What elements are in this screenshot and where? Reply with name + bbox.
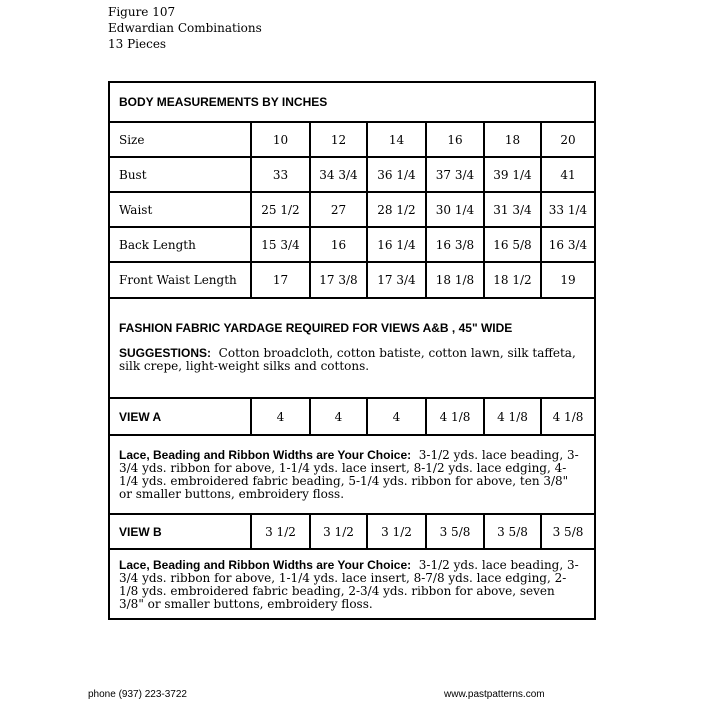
- table-cell: 15 3/4: [261, 237, 300, 252]
- table-cell: 16: [330, 237, 347, 252]
- table-cell: 3 1/2: [265, 524, 296, 539]
- table-cell: 17 3/4: [377, 273, 416, 287]
- divider: [110, 434, 594, 436]
- suggestions-text: Cotton broadcloth, cotton batiste, cotton lawn, silk taffeta, silk crepe, light-weight silks and cottons.: [119, 346, 576, 373]
- view-b-notes-text: 3-1/2 yds. lace beading, 3-3/4 yds. ribbon for above, 1-1/4 yds. lace insert, 8-7/8 yds. lace edging, 2-1/8 yds. embroidered fabric beading, 2-3/4 yds. ribbon for above, seven 3/8" or smaller buttons, embroidery floss.: [119, 558, 579, 611]
- table-cell: 37 3/4: [435, 167, 475, 182]
- table-cell: 18: [504, 132, 521, 147]
- row-label-waist: Waist: [119, 202, 153, 217]
- table-cell: 25 1/2: [261, 202, 300, 217]
- table-cell: 4: [392, 409, 401, 424]
- table-cell: 20: [560, 132, 576, 147]
- table-cell: 33: [272, 167, 289, 182]
- row-label-front-waist-length: Front Waist Length: [119, 273, 237, 287]
- page-header: [108, 4, 262, 52]
- pattern-title: Edwardian Combinations: [108, 21, 262, 35]
- table-cell: 3 5/8: [497, 524, 528, 539]
- view-a-notes-text: 3-1/2 yds. lace beading, 3-3/4 yds. ribbon for above, 1-1/4 yds. lace insert, 8-1/2 yds. lace edging, 4-1/4 yds. embroidered fabric beading, 5-1/4 yds. ribbon for above, ten 3/8" or smaller buttons, embroidery floss.: [119, 448, 579, 501]
- table-cell: 4: [276, 409, 285, 424]
- table-cell: 16 3/8: [435, 237, 475, 252]
- view-a-notes: [119, 449, 580, 501]
- view-b-notes-label: Lace, Beading and Ribbon Widths are Your Choice:: [119, 558, 412, 572]
- view-b-label: VIEW B: [119, 524, 162, 539]
- table-cell: 17: [272, 273, 289, 287]
- table-cell: 3 5/8: [439, 524, 471, 539]
- figure-number: Figure 107: [108, 5, 176, 19]
- body-measurements-title: BODY MEASUREMENTS BY INCHES: [119, 95, 328, 109]
- table-cell: 18 1/2: [493, 273, 532, 287]
- table-cell: 34 3/4: [319, 167, 358, 182]
- table-cell: 16: [447, 132, 463, 147]
- table-cell: 18 1/8: [435, 273, 475, 287]
- table-cell: 31 3/4: [493, 202, 532, 217]
- table-cell: 41: [560, 167, 576, 182]
- divider: [110, 548, 594, 550]
- footer-website[interactable]: www.pastpatterns.com: [444, 689, 545, 700]
- table-cell: 10: [272, 132, 289, 147]
- table-cell: 16 1/4: [377, 237, 416, 252]
- table-cell: 3 1/2: [381, 524, 412, 539]
- row-label-size: Size: [119, 132, 145, 147]
- table-cell: 28 1/2: [377, 202, 416, 217]
- divider: [110, 297, 594, 299]
- yardage-title: FASHION FABRIC YARDAGE REQUIRED FOR VIEWS A&B , 45" WIDE: [119, 321, 513, 335]
- table-cell: 27: [330, 202, 347, 217]
- view-b-notes: [119, 559, 580, 611]
- piece-count: 13 Pieces: [108, 37, 167, 51]
- table-cell: 16 5/8: [493, 237, 532, 252]
- table-cell: 16 3/4: [548, 237, 588, 252]
- pattern-info-table: [108, 81, 596, 620]
- table-cell: 39 1/4: [493, 167, 532, 182]
- table-cell: 19: [560, 273, 576, 287]
- row-label-bust: Bust: [119, 167, 147, 182]
- table-cell: 14: [388, 132, 405, 147]
- table-cell: 36 1/4: [377, 167, 416, 182]
- table-cell: 3 1/2: [323, 524, 354, 539]
- table-cell: 4 1/8: [552, 409, 584, 424]
- table-cell: 3 5/8: [552, 524, 584, 539]
- table-cell: 30 1/4: [435, 202, 475, 217]
- footer-phone: phone (937) 223-3722: [88, 689, 187, 700]
- suggestions-paragraph: [119, 347, 580, 373]
- view-a-label: VIEW A: [119, 409, 162, 424]
- row-label-back-length: Back Length: [119, 237, 196, 252]
- table-cell: 12: [330, 132, 347, 147]
- suggestions-label: SUGGESTIONS:: [119, 346, 212, 360]
- table-cell: 4 1/8: [497, 409, 528, 424]
- view-a-notes-label: Lace, Beading and Ribbon Widths are Your Choice:: [119, 448, 412, 462]
- table-cell: 4 1/8: [439, 409, 471, 424]
- table-cell: 4: [334, 409, 343, 424]
- table-cell: 33 1/4: [548, 202, 588, 217]
- table-cell: 17 3/8: [319, 273, 358, 287]
